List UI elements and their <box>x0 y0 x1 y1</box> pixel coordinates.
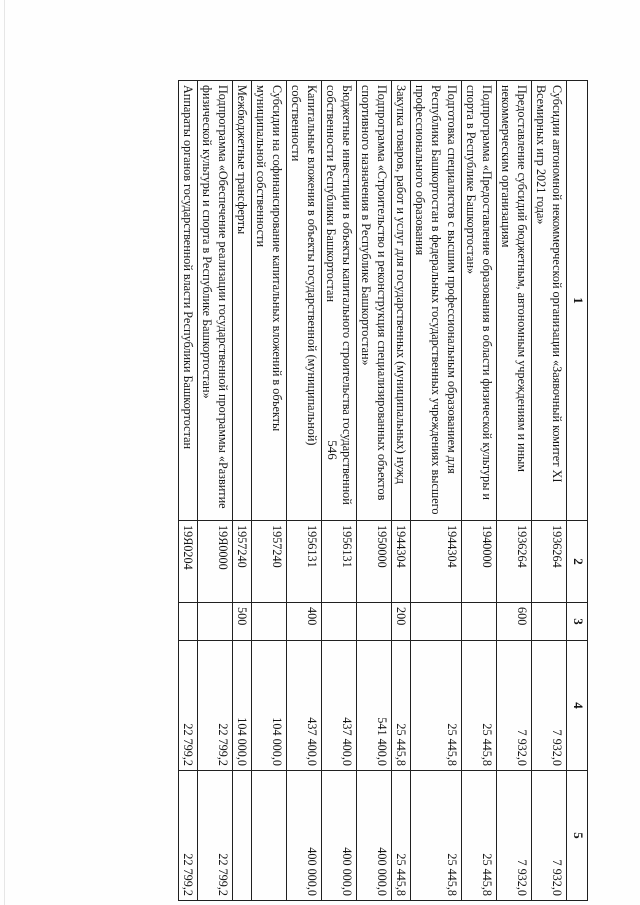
row-amount-col4: 22 799,2 <box>179 641 198 771</box>
row-code: 1944304 <box>411 521 462 603</box>
row-amount-col5: 25 445,8 <box>411 771 462 901</box>
header-col-1: 1 <box>567 81 588 521</box>
row-amount-col5: 7 932,0 <box>532 771 567 901</box>
table-row <box>392 81 411 901</box>
header-col-4: 4 <box>567 641 588 771</box>
row-expense-type: 400 <box>287 603 322 641</box>
row-expense-type <box>252 603 287 641</box>
table-row <box>532 81 567 901</box>
row-amount-col5 <box>252 771 287 901</box>
row-code: 1940000 <box>462 521 497 603</box>
row-expense-type <box>411 603 462 641</box>
table-row <box>497 81 532 901</box>
row-amount-col5 <box>233 771 252 901</box>
page-number: 546 <box>325 440 340 460</box>
row-name: Закупка товаров, работ и услуг для государственных (муниципальных) нужд <box>392 81 411 521</box>
row-code: 19Я0204 <box>179 521 198 603</box>
row-expense-type <box>179 603 198 641</box>
row-amount-col5: 7 932,0 <box>497 771 532 901</box>
row-expense-type <box>462 603 497 641</box>
table-row <box>411 81 462 901</box>
row-name: Подготовка специалистов с высшим профессиональным образованием для Республики Башкортостан в федеральных государственных учреждениях высшего профессионального образования <box>411 81 462 521</box>
row-code: 1956131 <box>287 521 322 603</box>
row-name: Подпрограмма «Обеспечение реализации государственной программы «Развитие физической культуры и спорта в Республике Башкортостан» <box>198 81 233 521</box>
row-name: Бюджетные инвестиции в объекты капитального строительства государственной собственности Республики Башкортостан <box>322 81 357 521</box>
budget-table <box>178 80 588 901</box>
table-row <box>198 81 233 901</box>
row-amount-col4: 7 932,0 <box>532 641 567 771</box>
rotated-table-container <box>84 80 588 900</box>
table-row <box>287 81 322 901</box>
row-amount-col4: 22 799,2 <box>198 641 233 771</box>
row-code: 1936264 <box>532 521 567 603</box>
header-col-2: 2 <box>567 521 588 603</box>
row-code: 1936264 <box>497 521 532 603</box>
row-expense-type <box>322 603 357 641</box>
table-row <box>233 81 252 901</box>
row-name: Субсидии на софинансирование капитальных вложений в объекты муниципальной собственности <box>252 81 287 521</box>
row-code: 1956131 <box>322 521 357 603</box>
row-code: 1957240 <box>233 521 252 603</box>
row-amount-col5: 22 799,2 <box>179 771 198 901</box>
row-amount-col4: 437 400,0 <box>287 641 322 771</box>
row-amount-col4: 25 445,8 <box>462 641 497 771</box>
table-row <box>357 81 392 901</box>
row-code: 19Я0000 <box>198 521 233 603</box>
table-row <box>322 81 357 901</box>
row-code: 1944304 <box>392 521 411 603</box>
row-expense-type <box>198 603 233 641</box>
row-name: Предоставление субсидий бюджетным, автономным учреждениям и иным некоммерческим организациям <box>497 81 532 521</box>
table-row <box>462 81 497 901</box>
row-code: 1957240 <box>252 521 287 603</box>
row-amount-col4: 104 000,0 <box>233 641 252 771</box>
row-name: Подпрограмма «Строительство и реконструкция специализированных объектов спортивного назначения в Республике Башкортостан» <box>357 81 392 521</box>
row-amount-col4: 437 400,0 <box>322 641 357 771</box>
row-expense-type <box>532 603 567 641</box>
row-expense-type: 500 <box>233 603 252 641</box>
row-amount-col4: 25 445,8 <box>411 641 462 771</box>
row-expense-type <box>357 603 392 641</box>
row-expense-type: 600 <box>497 603 532 641</box>
header-col-5: 5 <box>567 771 588 901</box>
row-amount-col5: 22 799,2 <box>198 771 233 901</box>
row-name: Капитальные вложения в объекты государственной (муниципальной) собственности <box>287 81 322 521</box>
row-name: Аппараты органов государственной власти Республики Башкортостан <box>179 81 198 521</box>
row-name: Подпрограмма «Предоставление образования в области физической культуры и спорта в Республике Башкортостан» <box>462 81 497 521</box>
scan-edge <box>4 0 5 905</box>
row-amount-col4: 7 932,0 <box>497 641 532 771</box>
table-frame <box>84 80 588 900</box>
row-amount-col5: 400 000,0 <box>287 771 322 901</box>
row-amount-col5: 400 000,0 <box>357 771 392 901</box>
row-amount-col5: 25 445,8 <box>392 771 411 901</box>
row-code: 1950000 <box>357 521 392 603</box>
row-amount-col4: 104 000,0 <box>252 641 287 771</box>
row-name: Межбюджетные трансферты <box>233 81 252 521</box>
header-col-3: 3 <box>567 603 588 641</box>
row-amount-col5: 25 445,8 <box>462 771 497 901</box>
row-amount-col4: 25 445,8 <box>392 641 411 771</box>
row-expense-type: 200 <box>392 603 411 641</box>
table-row <box>179 81 198 901</box>
row-amount-col5: 400 000,0 <box>322 771 357 901</box>
row-name: Субсидии автономной некоммерческой организации «Заявочный комитет XI Всемирных игр 2021 года» <box>532 81 567 521</box>
header-row <box>567 81 588 901</box>
table-row <box>252 81 287 901</box>
row-amount-col4: 541 400,0 <box>357 641 392 771</box>
